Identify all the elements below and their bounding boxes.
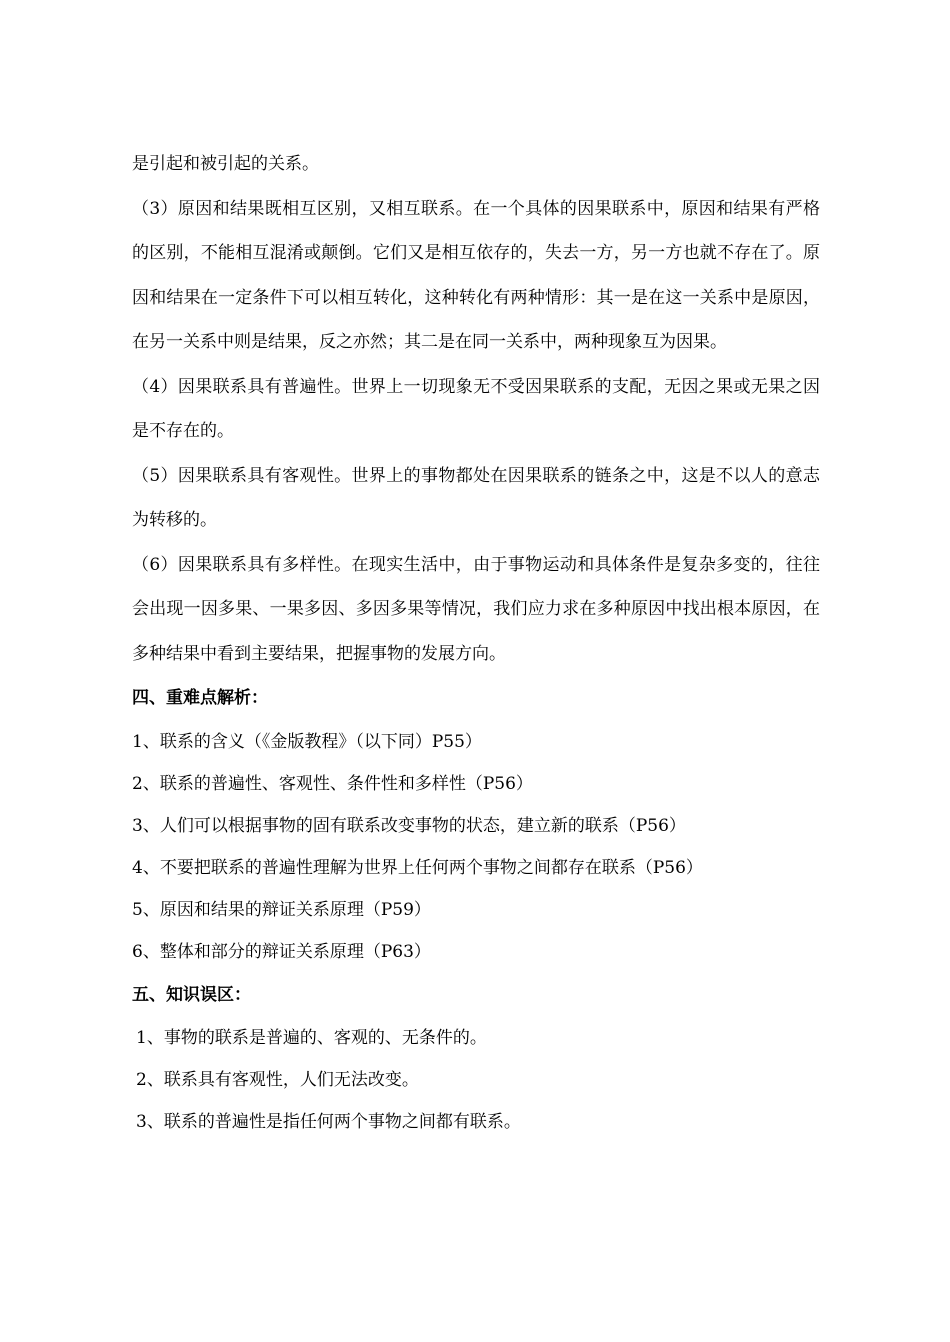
paragraph-point-4: （4）因果联系具有普遍性。世界上一切现象无不受因果联系的支配，无因之果或无果之因是不存在的。 [132, 376, 820, 441]
misconceptions-list [132, 1017, 820, 1143]
list-item: 5、原因和结果的辩证关系原理（P59） [132, 899, 431, 920]
paragraph-continuation: 是引起和被引起的关系。 [132, 154, 319, 174]
list-item: 2、联系具有客观性，人们无法改变。 [136, 1070, 419, 1090]
list-item: 3、联系的普遍性是指任何两个事物之间都有联系。 [136, 1112, 521, 1132]
list-item: 6、整体和部分的辩证关系原理（P63） [132, 941, 431, 962]
section-heading-key-points: 四、重难点解析： [132, 688, 268, 708]
list-item: 2、联系的普遍性、客观性、条件性和多样性（P56） [132, 773, 533, 794]
paragraph-point-5: （5）因果联系具有客观性。世界上的事物都处在因果联系的链条之中，这是不以人的意志为转移的。 [132, 465, 820, 530]
section-heading-misconceptions: 五、知识误区： [132, 984, 251, 1005]
list-item: 1、事物的联系是普遍的、客观的、无条件的。 [136, 1028, 487, 1048]
list-item: 4、不要把联系的普遍性理解为世界上任何两个事物之间都存在联系（P56） [132, 857, 703, 878]
list-item: 3、人们可以根据事物的固有联系改变事物的状态，建立新的联系（P56） [132, 815, 686, 836]
paragraph-point-6: （6）因果联系具有多样性。在现实生活中，由于事物运动和具体条件是复杂多变的，往往会出现一因多果、一果多因、多因多果等情况，我们应力求在多种原因中找出根本原因，在多种结果中看到主要结果，把握事物的发展方向。 [132, 554, 820, 664]
list-item: 1、联系的含义（《金版教程》（以下同）P55） [132, 731, 482, 752]
key-points-list [132, 721, 820, 973]
paragraph-point-3: （3）原因和结果既相互区别，又相互联系。在一个具体的因果联系中，原因和结果有严格的区别，不能相互混淆或颠倒。它们又是相互依存的，失去一方，另一方也就不存在了。原因和结果在一定条件下可以相互转化，这种转化有两种情形：其一是在这一关系中是原因，在另一关系中则是结果，反之亦然；其二是在同一关系中，两种现象互为因果。 [132, 198, 820, 352]
